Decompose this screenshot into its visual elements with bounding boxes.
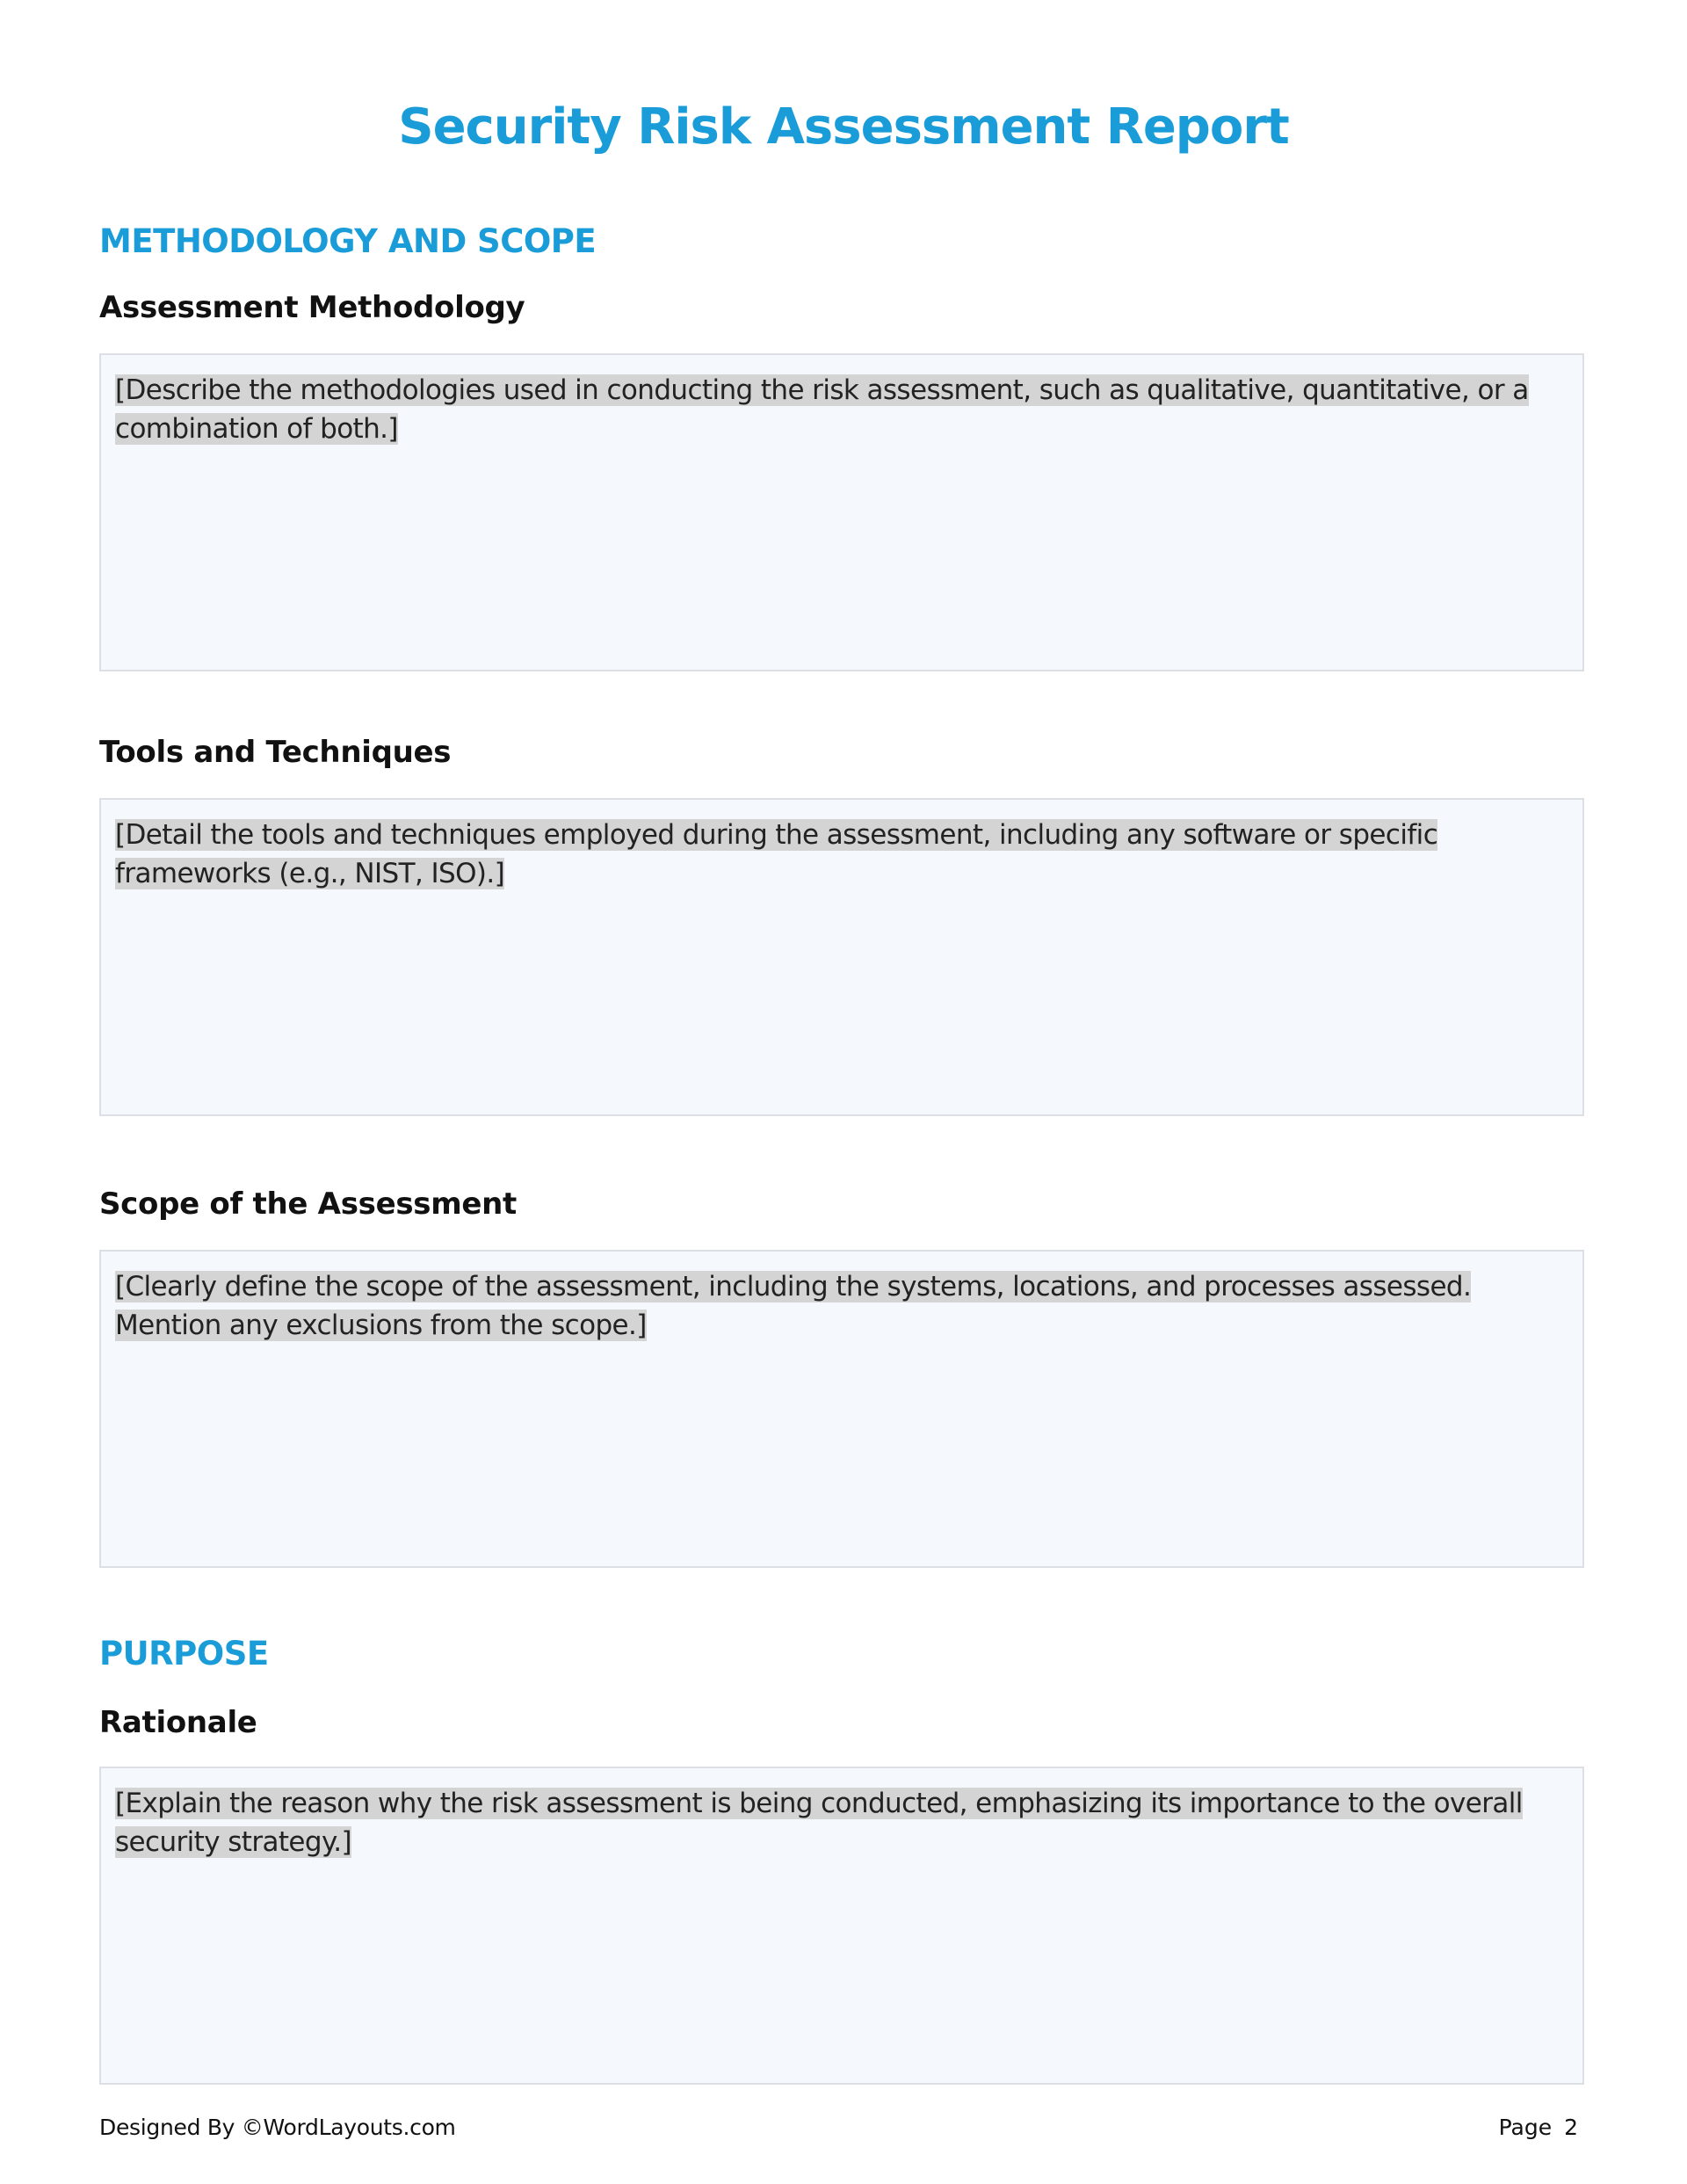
- page-label: Page: [1498, 2115, 1553, 2140]
- assessment-methodology-placeholder[interactable]: [Describe the methodologies used in conducting the risk assessment, such as qualitative, quantitative, or a combination of both.]: [115, 374, 1529, 445]
- footer-credit: Designed By ©WordLayouts.com: [99, 2115, 456, 2140]
- rationale-placeholder[interactable]: [Explain the reason why the risk assessment is being conducted, emphasizing its importance to the overall security strategy.]: [115, 1788, 1523, 1858]
- subheading-rationale: Rationale: [99, 1705, 257, 1740]
- section-heading-methodology-and-scope: METHODOLOGY AND SCOPE: [99, 222, 597, 260]
- section-heading-purpose: PURPOSE: [99, 1635, 269, 1672]
- assessment-methodology-field[interactable]: [99, 353, 1584, 671]
- scope-of-assessment-placeholder[interactable]: [Clearly define the scope of the assessment, including the systems, locations, and processes assessed. Mention any exclusions from the scope.]: [115, 1271, 1472, 1341]
- tools-and-techniques-placeholder[interactable]: [Detail the tools and techniques employed during the assessment, including any software or specific frameworks (e.g., NIST, ISO).]: [115, 819, 1438, 889]
- footer-page-number: [1499, 2115, 1578, 2140]
- subheading-assessment-methodology: Assessment Methodology: [99, 290, 525, 325]
- tools-and-techniques-field[interactable]: [99, 798, 1584, 1116]
- rationale-field[interactable]: [99, 1767, 1584, 2085]
- subheading-scope-of-the-assessment: Scope of the Assessment: [99, 1186, 517, 1222]
- document-title: Security Risk Assessment Report: [398, 98, 1289, 156]
- page-number: 2: [1564, 2115, 1578, 2140]
- scope-of-assessment-field[interactable]: [99, 1250, 1584, 1568]
- subheading-tools-and-techniques: Tools and Techniques: [99, 735, 452, 770]
